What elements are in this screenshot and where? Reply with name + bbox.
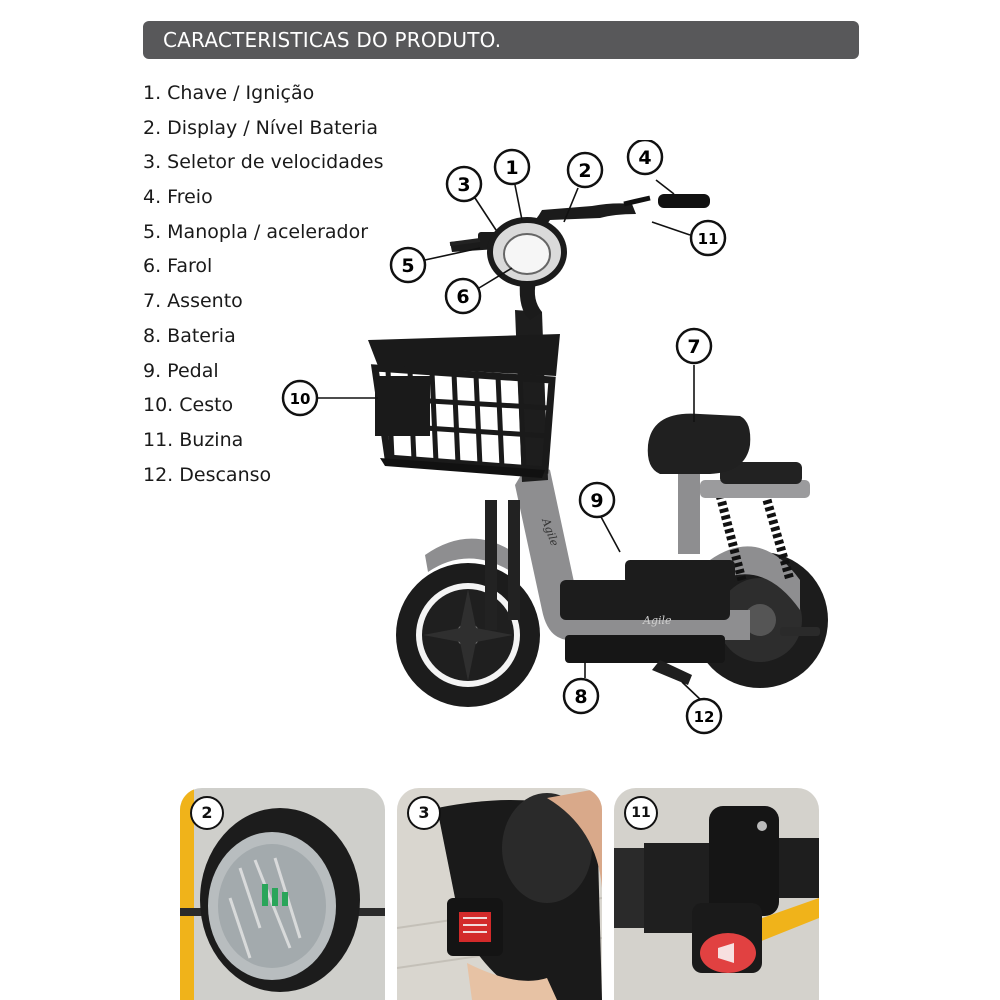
callout-1 [495,150,529,184]
callout-number: 5 [401,255,415,277]
thumbnail-badge: 3 [407,796,441,830]
callout-12 [687,699,721,733]
callout-number: 2 [578,160,592,182]
callout-number: 7 [687,336,701,358]
callout-8 [564,679,598,713]
callout-9 [580,483,614,517]
kickstand [652,660,692,685]
feature-item: 11. Buzina [143,428,244,451]
feature-item: 4. Freio [143,186,213,209]
callout-7 [677,329,711,363]
thumbnail-badge: 11 [624,796,658,830]
feature-item: 9. Pedal [143,359,219,382]
feature-item: 7. Assento [143,290,243,313]
callout-2 [568,153,602,187]
brand-mark-footboard: Agile [643,614,672,627]
callout-11 [691,221,725,255]
seat [648,414,751,474]
callout-number: 8 [574,686,588,708]
callout-6 [446,279,480,313]
callout-number: 12 [693,708,715,726]
feature-item: 2. Display / Nível Bateria [143,116,378,139]
feature-item: 12. Descanso [143,463,272,486]
callout-3 [447,167,481,201]
brand-mark-column: Agile [539,516,562,548]
feature-item: 10. Cesto [143,394,234,417]
callout-10 [283,381,317,415]
callout-number: 9 [590,490,604,512]
callout-number: 3 [457,174,471,196]
callout-4 [628,140,662,174]
section-header [143,21,859,59]
scooter-illustration [280,140,840,740]
feature-item: 1. Chave / Ignição [143,82,315,104]
feature-item: 5. Manopla / acelerador [143,220,369,243]
right-grip [658,194,710,208]
thumbnail-badge: 2 [190,796,224,830]
callout-number: 11 [697,230,719,248]
thumbnail-speed-selector [397,788,602,1000]
feature-item: 8. Bateria [143,324,236,347]
callout-number: 1 [505,157,519,179]
section-title: CARACTERISTICAS DO PRODUTO. [163,28,502,52]
thumbnail-horn [614,788,819,1000]
pedal [780,627,820,636]
thumbnail-display [180,788,385,1000]
feature-item: 3. Seletor de velocidades [143,151,384,174]
feature-item: 6. Farol [143,255,213,278]
callout-number: 10 [289,390,311,408]
callout-5 [391,248,425,282]
callout-number: 4 [638,147,652,169]
callout-number: 6 [456,286,470,308]
